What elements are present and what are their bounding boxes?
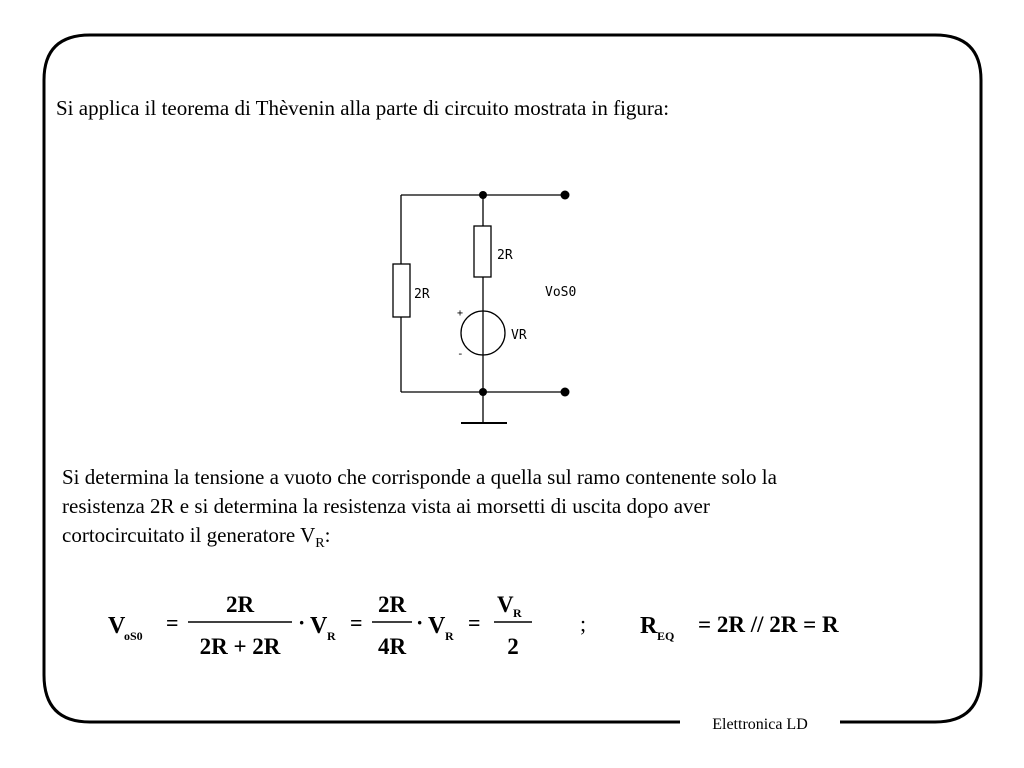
footer-label: Elettronica LD — [680, 714, 840, 736]
eq-equals-2: = — [350, 610, 363, 635]
eq-req-rhs: = 2R // 2R = R — [698, 612, 839, 637]
eq-frac2-den: 4R — [377, 634, 407, 659]
paragraph-line-3 — [62, 521, 962, 558]
minus-sign: - — [457, 347, 464, 360]
output-label: VoS0 — [545, 285, 577, 300]
eq-vr2-main: V — [428, 613, 446, 639]
resistor-top-label: 2R — [497, 248, 513, 263]
terminal-bottom — [561, 388, 570, 397]
eq-frac3-num-sub: R — [513, 606, 522, 620]
node-bottom — [479, 388, 487, 396]
eq-dot-1: · — [298, 610, 306, 635]
eq-lhs-sub: oS0 — [124, 629, 143, 643]
resistor-left — [393, 264, 410, 317]
eq-frac1-num: 2R — [225, 592, 255, 617]
intro-text: Si applica il teorema di Thèvenin alla parte di circuito mostrata in figura: — [56, 96, 670, 120]
eq-separator: ; — [580, 611, 587, 636]
thevenin-equation — [100, 585, 880, 665]
eq-frac3-den: 2 — [507, 634, 519, 659]
paragraph-line-3-end: : — [324, 523, 331, 547]
eq-frac2-num: 2R — [377, 592, 407, 617]
eq-vr1-main: V — [310, 613, 328, 639]
eq-req-main: R — [640, 613, 658, 639]
plus-sign: + — [457, 308, 464, 319]
eq-frac3-num-main: V — [497, 592, 514, 617]
circuit-diagram — [380, 180, 600, 430]
resistor-top — [474, 226, 491, 277]
eq-dot-2: · — [416, 610, 424, 635]
paragraph-line-3-main: cortocircuitato il generatore V — [62, 523, 316, 547]
eq-equals-1: = — [166, 610, 179, 635]
node-top — [479, 191, 487, 199]
eq-vr2-sub: R — [445, 629, 454, 643]
paragraph-line-3-sub: R — [315, 536, 325, 552]
eq-vr1-sub: R — [327, 629, 336, 643]
paragraph-line-1: Si determina la tensione a vuoto che corrisponde a quella sul ramo contenente solo la — [62, 465, 777, 489]
eq-equals-3: = — [468, 610, 481, 635]
terminal-top — [561, 191, 570, 200]
paragraph-line-2: resistenza 2R e si determina la resistenza vista ai morsetti di uscita dopo aver — [62, 494, 710, 518]
eq-frac1-den: 2R + 2R — [199, 634, 281, 659]
eq-req-sub: EQ — [657, 629, 675, 643]
explanation-paragraph — [62, 463, 962, 558]
eq-lhs-main: V — [108, 613, 126, 639]
source-label: VR — [511, 328, 527, 343]
resistor-left-label: 2R — [414, 287, 430, 302]
